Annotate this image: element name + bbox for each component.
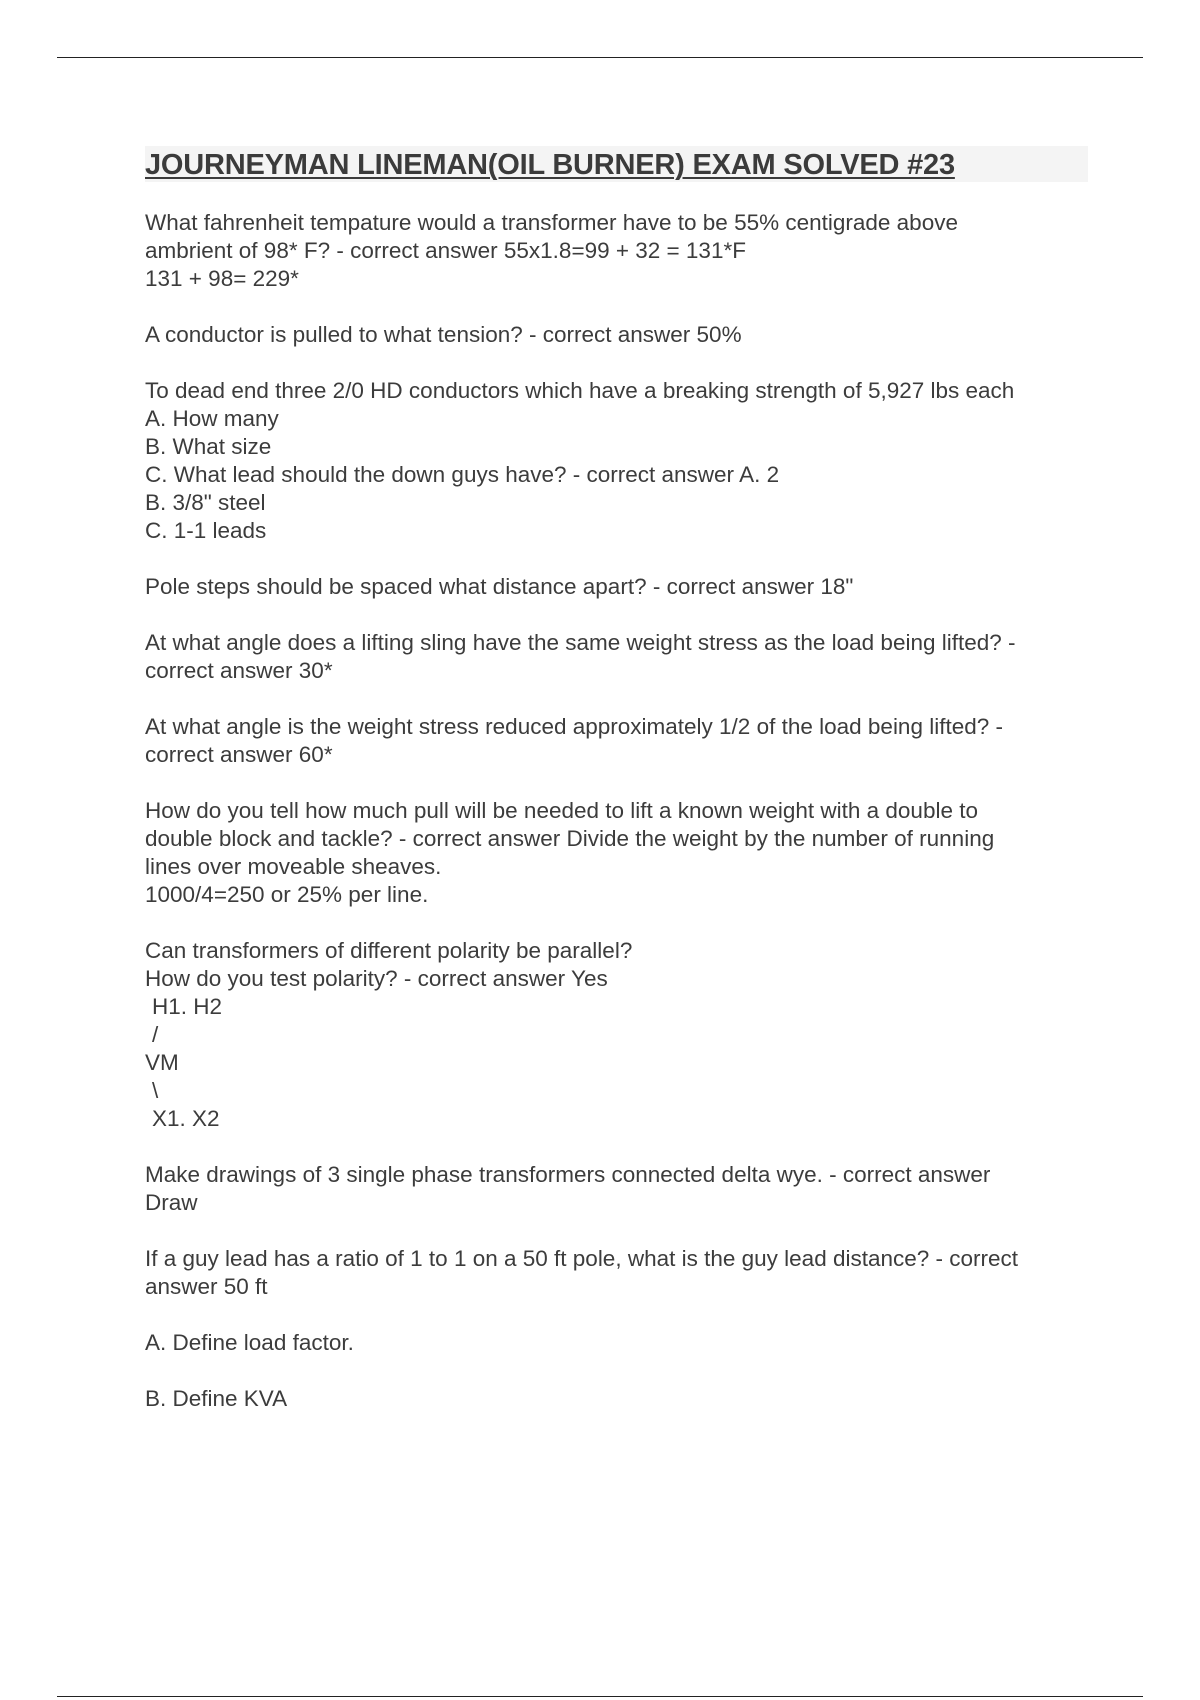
qa-line: Can transformers of different polarity be parallel? (145, 938, 633, 963)
page-title: JOURNEYMAN LINEMAN(OIL BURNER) EXAM SOLVED #23 (145, 149, 955, 181)
bottom-rule (57, 1696, 1143, 1697)
polarity-diagram-line: X1. X2 (152, 1106, 220, 1131)
qa-item-8 (145, 937, 1090, 1133)
qa-line: At what angle does a lifting sling have the same weight stress as the load being lifted? - (145, 630, 1016, 655)
qa-line: lines over moveable sheaves. (145, 854, 442, 879)
qa-line: B. What size (145, 434, 272, 459)
qa-line: C. What lead should the down guys have? - correct answer A. 2 (145, 462, 780, 487)
qa-item-5 (145, 629, 1090, 685)
qa-line: 1000/4=250 or 25% per line. (145, 882, 429, 907)
qa-line: correct answer 60* (145, 742, 333, 767)
qa-line: answer 50 ft (145, 1274, 268, 1299)
qa-item-11 (145, 1329, 1090, 1357)
polarity-diagram-line: VM (145, 1050, 179, 1075)
top-rule (57, 57, 1143, 58)
qa-item-9 (145, 1161, 1090, 1217)
qa-item-6 (145, 713, 1090, 769)
qa-line: A conductor is pulled to what tension? - correct answer 50% (145, 322, 742, 347)
qa-line: double block and tackle? - correct answer Divide the weight by the number of running (145, 826, 995, 851)
qa-item-4 (145, 573, 1090, 601)
qa-line: correct answer 30* (145, 658, 333, 683)
qa-line: To dead end three 2/0 HD conductors which have a breaking strength of 5,927 lbs each (145, 378, 1015, 403)
polarity-diagram-line: H1. H2 (152, 994, 223, 1019)
qa-item-1 (145, 209, 1090, 293)
qa-line: B. 3/8" steel (145, 490, 266, 515)
qa-item-3 (145, 377, 1090, 545)
qa-line: A. Define load factor. (145, 1330, 354, 1355)
qa-line: C. 1-1 leads (145, 518, 267, 543)
title-banner (145, 146, 1088, 182)
qa-item-10 (145, 1245, 1090, 1301)
qa-item-2 (145, 321, 1090, 349)
qa-item-12 (145, 1385, 1090, 1413)
qa-line: ambrient of 98* F? - correct answer 55x1.8=99 + 32 = 131*F (145, 238, 746, 263)
qa-line: How do you tell how much pull will be needed to lift a known weight with a double to (145, 798, 978, 823)
qa-line: If a guy lead has a ratio of 1 to 1 on a 50 ft pole, what is the guy lead distance? - correct (145, 1246, 1019, 1271)
qa-line: Make drawings of 3 single phase transformers connected delta wye. - correct answer (145, 1162, 991, 1187)
qa-line: At what angle is the weight stress reduced approximately 1/2 of the load being lifted? - (145, 714, 1003, 739)
qa-line: B. Define KVA (145, 1386, 288, 1411)
qa-content (145, 209, 1090, 1441)
qa-line: What fahrenheit tempature would a transformer have to be 55% centigrade above (145, 210, 958, 235)
qa-line: Pole steps should be spaced what distance apart? - correct answer 18" (145, 574, 854, 599)
qa-line: Draw (145, 1190, 198, 1215)
qa-item-7 (145, 797, 1090, 909)
qa-line: 131 + 98= 229* (145, 266, 299, 291)
polarity-diagram-line: / (152, 1022, 159, 1047)
polarity-diagram-line: \ (152, 1078, 159, 1103)
qa-line: A. How many (145, 406, 279, 431)
qa-line: How do you test polarity? - correct answer Yes (145, 966, 608, 991)
